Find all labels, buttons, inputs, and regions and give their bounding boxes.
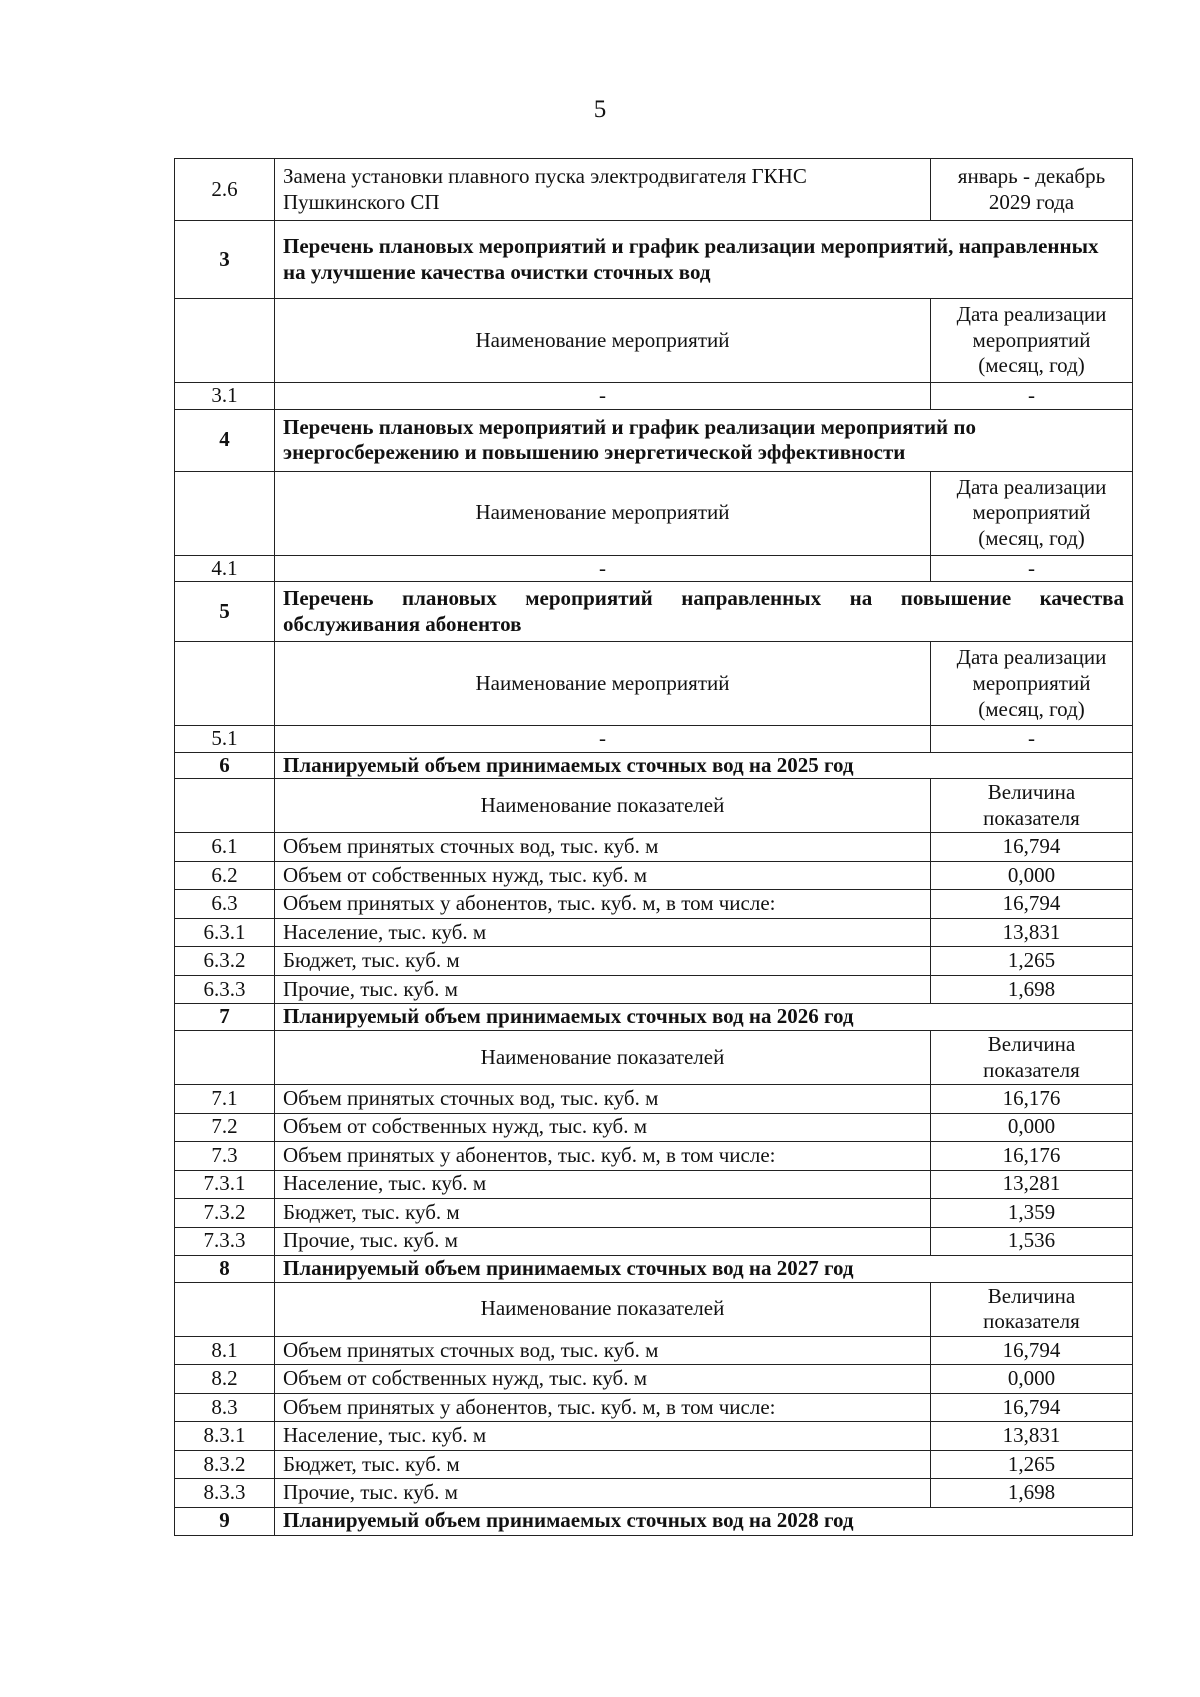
indicator-value: 13,281: [931, 1170, 1133, 1199]
row-number: 8.1: [175, 1336, 275, 1365]
section-row: [175, 1004, 1133, 1031]
section-number: 7: [175, 1004, 275, 1031]
section-title: Планируемый объем принимаемых сточных вод на 2025 год: [275, 752, 1133, 779]
row-number: 6.1: [175, 833, 275, 862]
section-title: Перечень плановых мероприятий и график реализации мероприятий, направленных на улучшение качества очистки сточных вод: [275, 221, 1133, 299]
column-header-row: [175, 299, 1133, 383]
table-row: [175, 726, 1133, 753]
indicator-name: Прочие, тыс. куб. м: [275, 975, 931, 1004]
indicator-name: Объем принятых сточных вод, тыс. куб. м: [275, 1336, 931, 1365]
column-header-name: Наименование показателей: [275, 1031, 931, 1085]
section-row: [175, 221, 1133, 299]
table-row: [175, 918, 1133, 947]
header-empty-cell: [175, 299, 275, 383]
column-header-row: [175, 642, 1133, 726]
section-title: [275, 582, 1133, 642]
header-empty-cell: [175, 642, 275, 726]
section-row: [175, 409, 1133, 471]
column-header-name: Наименование мероприятий: [275, 471, 931, 555]
indicator-value: 16,176: [931, 1085, 1133, 1114]
column-header-name: Наименование показателей: [275, 1282, 931, 1336]
column-header-row: [175, 471, 1133, 555]
section-title-line: Перечень плановых мероприятий направленных на повышение качества: [283, 586, 1124, 611]
column-header-value: Величина показателя: [931, 1282, 1133, 1336]
measure-date: январь - декабрь 2029 года: [931, 159, 1133, 221]
header-empty-cell: [175, 779, 275, 833]
indicator-name: Бюджет, тыс. куб. м: [275, 1199, 931, 1228]
header-empty-cell: [175, 471, 275, 555]
indicator-name: Прочие, тыс. куб. м: [275, 1227, 931, 1256]
row-number: 6.3.1: [175, 918, 275, 947]
indicator-name: Объем от собственных нужд, тыс. куб. м: [275, 1113, 931, 1142]
indicator-value: 13,831: [931, 1422, 1133, 1451]
row-number: 7.2: [175, 1113, 275, 1142]
table-row: [175, 1365, 1133, 1394]
row-number: 8.3: [175, 1393, 275, 1422]
table-row: [175, 947, 1133, 976]
indicator-value: 0,000: [931, 861, 1133, 890]
column-header-value: Величина показателя: [931, 1031, 1133, 1085]
section-number: 5: [175, 582, 275, 642]
indicator-name: Объем от собственных нужд, тыс. куб. м: [275, 861, 931, 890]
indicator-name: Объем принятых сточных вод, тыс. куб. м: [275, 833, 931, 862]
section-row: [175, 1256, 1133, 1283]
column-header-row: [175, 1031, 1133, 1085]
section-number: 8: [175, 1256, 275, 1283]
measure-date: -: [931, 555, 1133, 582]
table-row: [175, 1393, 1133, 1422]
indicator-value: 1,265: [931, 947, 1133, 976]
column-header-value: Величина показателя: [931, 779, 1133, 833]
indicator-value: 16,794: [931, 1336, 1133, 1365]
row-number: 6.2: [175, 861, 275, 890]
table-row: [175, 1227, 1133, 1256]
section-number: 4: [175, 409, 275, 471]
table-row: [175, 1199, 1133, 1228]
indicator-value: 1,698: [931, 975, 1133, 1004]
table-row: [175, 1113, 1133, 1142]
measure-name: -: [275, 383, 931, 410]
table-row: [175, 833, 1133, 862]
header-empty-cell: [175, 1031, 275, 1085]
column-header-row: [175, 779, 1133, 833]
table-row: [175, 1142, 1133, 1171]
indicator-name: Население, тыс. куб. м: [275, 1170, 931, 1199]
row-number: 4.1: [175, 555, 275, 582]
indicator-value: 1,265: [931, 1450, 1133, 1479]
indicator-name: Объем принятых у абонентов, тыс. куб. м, в том числе:: [275, 1393, 931, 1422]
table-row: [175, 1170, 1133, 1199]
row-number: 7.3: [175, 1142, 275, 1171]
indicator-value: 16,794: [931, 890, 1133, 919]
section-title-line: обслуживания абонентов: [283, 611, 522, 636]
column-header-name: Наименование мероприятий: [275, 299, 931, 383]
measure-date: -: [931, 726, 1133, 753]
section-title: Планируемый объем принимаемых сточных вод на 2028 год: [275, 1507, 1133, 1535]
section-title: Планируемый объем принимаемых сточных вод на 2027 год: [275, 1256, 1133, 1283]
indicator-value: 13,831: [931, 918, 1133, 947]
indicator-value: 0,000: [931, 1113, 1133, 1142]
indicator-value: 0,000: [931, 1365, 1133, 1394]
row-number: 7.1: [175, 1085, 275, 1114]
column-header-row: [175, 1282, 1133, 1336]
table-row: [175, 159, 1133, 221]
table-row: [175, 1450, 1133, 1479]
indicator-name: Объем от собственных нужд, тыс. куб. м: [275, 1365, 931, 1394]
column-header-name: Наименование мероприятий: [275, 642, 931, 726]
row-number: 8.3.3: [175, 1479, 275, 1508]
table-row: [175, 383, 1133, 410]
section-row: [175, 1507, 1133, 1535]
table-row: [175, 975, 1133, 1004]
table-row: [175, 1085, 1133, 1114]
section-number: 6: [175, 752, 275, 779]
indicator-name: Объем принятых у абонентов, тыс. куб. м, в том числе:: [275, 890, 931, 919]
row-number: 7.3.2: [175, 1199, 275, 1228]
indicator-value: 16,176: [931, 1142, 1133, 1171]
header-empty-cell: [175, 1282, 275, 1336]
measure-name: Замена установки плавного пуска электродвигателя ГКНС Пушкинского СП: [275, 159, 931, 221]
column-header-name: Наименование показателей: [275, 779, 931, 833]
row-number: 6.3: [175, 890, 275, 919]
row-number: 5.1: [175, 726, 275, 753]
row-number: 8.2: [175, 1365, 275, 1394]
row-number: 7.3.3: [175, 1227, 275, 1256]
table-row: [175, 890, 1133, 919]
row-number: 6.3.2: [175, 947, 275, 976]
section-row: [175, 582, 1133, 642]
indicator-name: Объем принятых сточных вод, тыс. куб. м: [275, 1085, 931, 1114]
measure-name: -: [275, 555, 931, 582]
section-title: Планируемый объем принимаемых сточных вод на 2026 год: [275, 1004, 1133, 1031]
row-number: 3.1: [175, 383, 275, 410]
indicator-value: 16,794: [931, 1393, 1133, 1422]
table-row: [175, 1422, 1133, 1451]
row-number: 8.3.2: [175, 1450, 275, 1479]
indicator-value: 16,794: [931, 833, 1133, 862]
table-row: [175, 1479, 1133, 1508]
indicator-name: Бюджет, тыс. куб. м: [275, 1450, 931, 1479]
indicator-value: 1,536: [931, 1227, 1133, 1256]
indicator-name: Население, тыс. куб. м: [275, 918, 931, 947]
section-row: [175, 752, 1133, 779]
row-number: 6.3.3: [175, 975, 275, 1004]
row-number: 7.3.1: [175, 1170, 275, 1199]
measure-name: -: [275, 726, 931, 753]
column-header-date: Дата реализации мероприятий (месяц, год): [931, 642, 1133, 726]
section-title: Перечень плановых мероприятий и график реализации мероприятий по энергосбережению и повышению энергетической эффективности: [275, 409, 1133, 471]
table-row: [175, 1336, 1133, 1365]
column-header-date: Дата реализации мероприятий (месяц, год): [931, 299, 1133, 383]
indicator-name: Объем принятых у абонентов, тыс. куб. м, в том числе:: [275, 1142, 931, 1171]
row-number: 2.6: [175, 159, 275, 221]
page-number: 5: [593, 96, 607, 123]
row-number: 8.3.1: [175, 1422, 275, 1451]
column-header-date: Дата реализации мероприятий (месяц, год): [931, 471, 1133, 555]
indicator-value: 1,359: [931, 1199, 1133, 1228]
table-row: [175, 861, 1133, 890]
measure-date: -: [931, 383, 1133, 410]
section-number: 9: [175, 1507, 275, 1535]
indicator-value: 1,698: [931, 1479, 1133, 1508]
table-row: [175, 555, 1133, 582]
section-number: 3: [175, 221, 275, 299]
measures-table: [174, 158, 1133, 1536]
indicator-name: Бюджет, тыс. куб. м: [275, 947, 931, 976]
indicator-name: Прочие, тыс. куб. м: [275, 1479, 931, 1508]
indicator-name: Население, тыс. куб. м: [275, 1422, 931, 1451]
